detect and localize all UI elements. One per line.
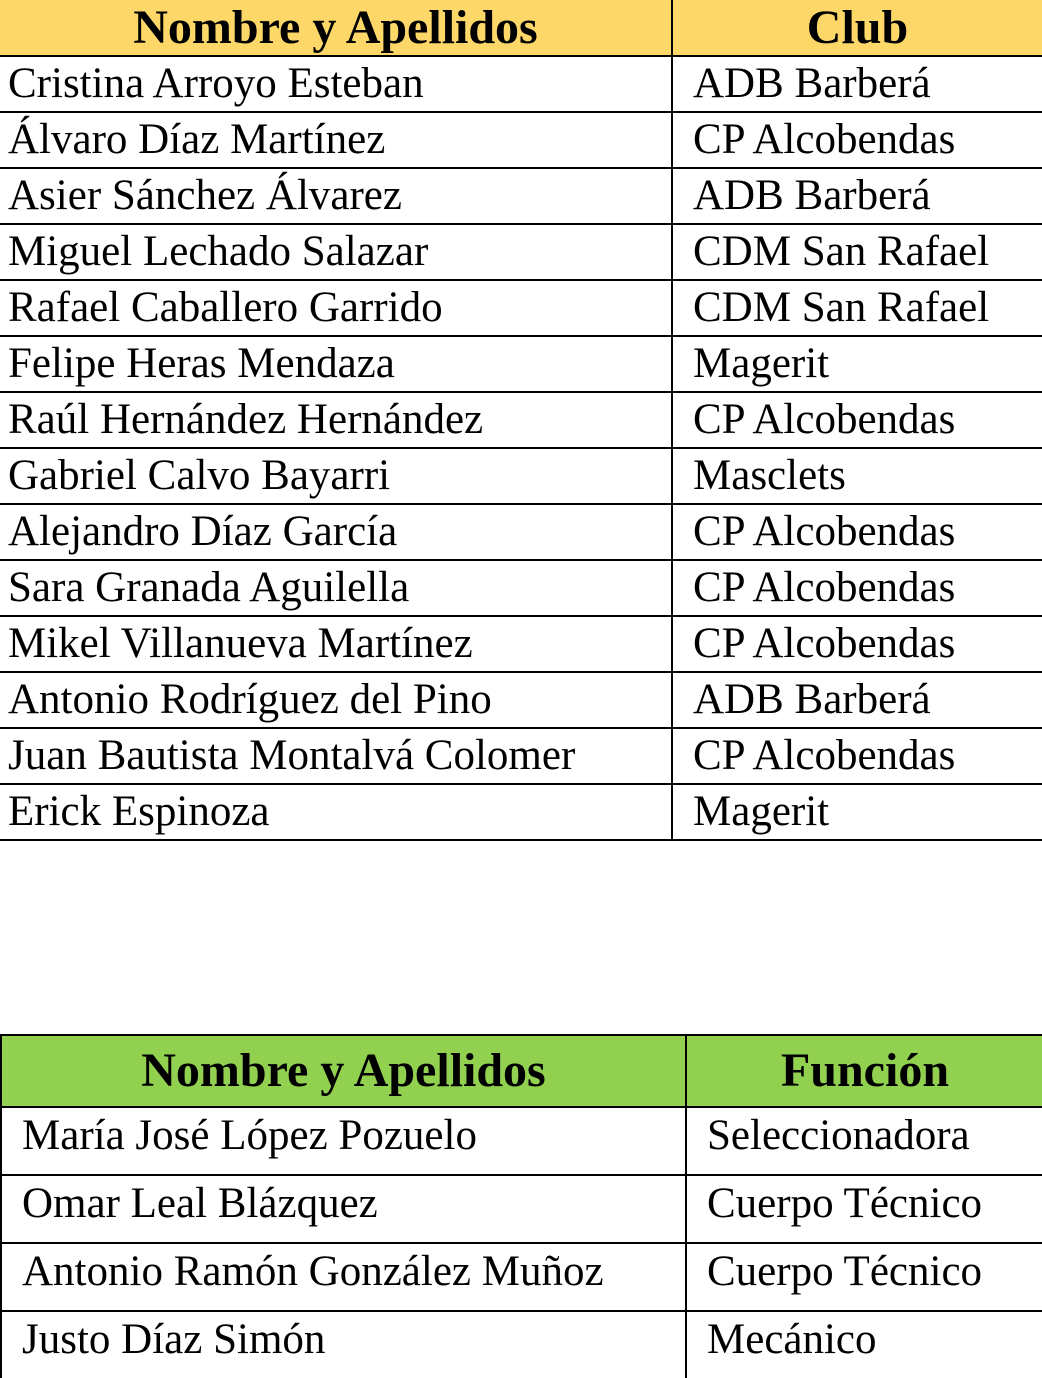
table-row (0, 224, 1042, 280)
staff-header-role: Función (686, 1035, 1042, 1107)
table-row (0, 504, 1042, 560)
table-row (1, 1311, 1042, 1378)
table-row (0, 616, 1042, 672)
table-row (1, 1107, 1042, 1175)
players-cell-club: CP Alcobendas (672, 560, 1042, 616)
players-cell-name: Antonio Rodríguez del Pino (0, 672, 672, 728)
table-row (0, 728, 1042, 784)
players-cell-name: Felipe Heras Mendaza (0, 336, 672, 392)
players-cell-club: CDM San Rafael (672, 280, 1042, 336)
staff-header-name: Nombre y Apellidos (1, 1035, 686, 1107)
players-cell-club: CP Alcobendas (672, 392, 1042, 448)
players-cell-name: Erick Espinoza (0, 784, 672, 840)
players-cell-club: Magerit (672, 784, 1042, 840)
players-cell-club: Magerit (672, 336, 1042, 392)
table-row (0, 280, 1042, 336)
players-cell-club: Masclets (672, 448, 1042, 504)
players-header-name: Nombre y Apellidos (0, 0, 672, 56)
players-cell-name: Miguel Lechado Salazar (0, 224, 672, 280)
staff-cell-role: Cuerpo Técnico (686, 1243, 1042, 1311)
players-body (0, 56, 1042, 840)
staff-cell-name: Justo Díaz Simón (1, 1311, 686, 1378)
players-cell-club: ADB Barberá (672, 672, 1042, 728)
players-cell-club: ADB Barberá (672, 56, 1042, 112)
table-row (0, 392, 1042, 448)
players-cell-name: Asier Sánchez Álvarez (0, 168, 672, 224)
staff-table (0, 1034, 1042, 1378)
players-cell-club: CDM San Rafael (672, 224, 1042, 280)
players-header-club: Club (672, 0, 1042, 56)
players-cell-name: Álvaro Díaz Martínez (0, 112, 672, 168)
table-row (0, 56, 1042, 112)
players-cell-club: CP Alcobendas (672, 616, 1042, 672)
table-row (0, 448, 1042, 504)
table-row (0, 112, 1042, 168)
staff-header-row (1, 1035, 1042, 1107)
staff-body (1, 1107, 1042, 1378)
players-cell-club: CP Alcobendas (672, 728, 1042, 784)
table-row (0, 560, 1042, 616)
players-cell-name: Gabriel Calvo Bayarri (0, 448, 672, 504)
table-row (0, 168, 1042, 224)
table-row (1, 1175, 1042, 1243)
staff-cell-role: Seleccionadora (686, 1107, 1042, 1175)
players-cell-club: CP Alcobendas (672, 112, 1042, 168)
players-cell-name: Alejandro Díaz García (0, 504, 672, 560)
staff-cell-role: Cuerpo Técnico (686, 1175, 1042, 1243)
staff-cell-role: Mecánico (707, 1316, 877, 1363)
players-cell-name: Cristina Arroyo Esteban (0, 56, 672, 112)
players-cell-club: ADB Barberá (672, 168, 1042, 224)
players-cell-name: Mikel Villanueva Martínez (0, 616, 672, 672)
players-cell-name: Juan Bautista Montalvá Colomer (0, 728, 672, 784)
players-cell-club: CP Alcobendas (672, 504, 1042, 560)
staff-cell-name: María José López Pozuelo (1, 1107, 686, 1175)
players-cell-name: Rafael Caballero Garrido (0, 280, 672, 336)
players-cell-name: Raúl Hernández Hernández (0, 392, 672, 448)
staff-cell-name: Omar Leal Blázquez (1, 1175, 686, 1243)
table-row (0, 672, 1042, 728)
table-row (1, 1243, 1042, 1311)
table-row (0, 784, 1042, 840)
table-row (0, 336, 1042, 392)
staff-cell-name: Antonio Ramón González Muñoz (1, 1243, 686, 1311)
players-header-row (0, 0, 1042, 56)
players-cell-name: Sara Granada Aguilella (0, 560, 672, 616)
